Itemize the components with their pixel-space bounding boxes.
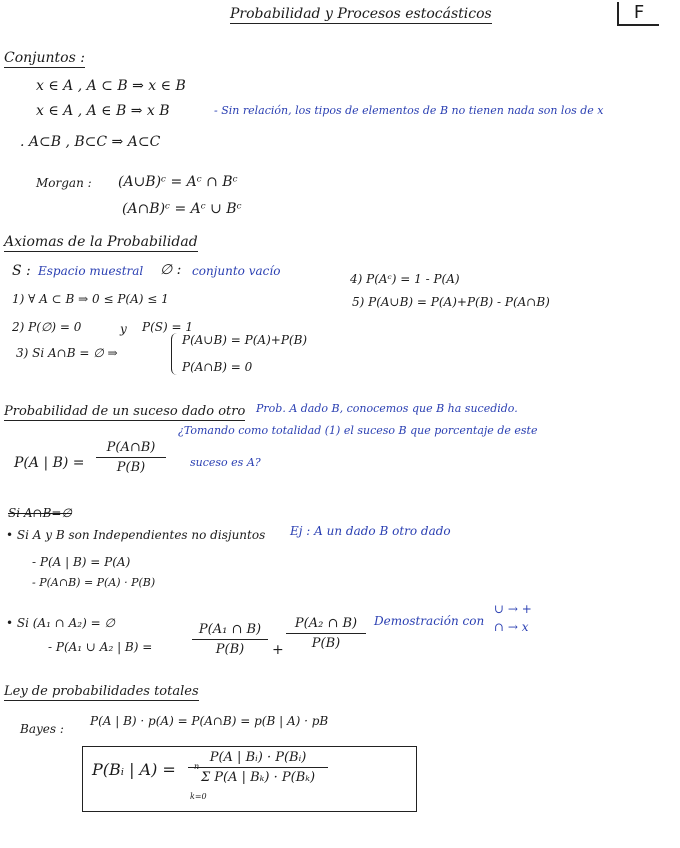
empty-set-definition: conjunto vacío xyxy=(192,264,281,278)
bayes-relation: P(A | B) · p(A) = P(A∩B) = p(B | A) · pB xyxy=(90,714,329,728)
axiom-2: 2) P(∅) = 0 xyxy=(12,320,82,334)
independientes-rule-2: - P(A∩B) = P(A) · P(B) xyxy=(32,576,156,589)
bayes-formula-numerator: P(A | Bᵢ) · P(Bᵢ) xyxy=(209,750,307,765)
axiom-3-case-2: P(A∩B) = 0 xyxy=(182,360,253,374)
dado-example: Ej : A un dado B otro dado xyxy=(290,524,451,538)
axiom-4: 4) P(Aᶜ) = 1 - P(A) xyxy=(350,272,460,286)
disjuntos-lhs: - P(A₁ ∪ A₂ | B) = xyxy=(48,640,153,654)
demostracion-label: Demostración con xyxy=(374,614,485,628)
conjuntos-line-2: x ∈ A , A ∈ B ⇒ x B xyxy=(36,103,170,119)
axiom-5: 5) P(A∪B) = P(A)+P(B) - P(A∩B) xyxy=(352,295,550,309)
conjuntos-line-1: x ∈ A , A ⊂ B ⇒ x ∈ B xyxy=(36,78,186,94)
demostracion-union-map: ∪ → + xyxy=(494,602,532,616)
axiom-2-connector: y xyxy=(120,322,127,336)
conjuntos-line-3: . A⊂B , B⊂C ⇒ A⊂C xyxy=(20,134,161,150)
page-letter-box: F xyxy=(617,2,659,26)
axiom-2b: P(S) = 1 xyxy=(142,320,193,334)
condicional-fraction xyxy=(96,440,166,475)
disjuntos-numerator-2: P(A₂ ∩ B) xyxy=(294,616,358,631)
sum-lower-limit: k=0 xyxy=(190,792,207,801)
disjuntos-plus: + xyxy=(272,642,284,658)
s-label: S : xyxy=(12,263,31,279)
condicional-question-2: suceso es A? xyxy=(190,456,261,469)
page-title: Probabilidad y Procesos estocásticos xyxy=(230,6,492,22)
condicional-denominator: P(B) xyxy=(116,460,146,475)
condicional-heading: Probabilidad de un suceso dado otro xyxy=(4,404,246,419)
axiom-3-case-1: P(A∪B) = P(A)+P(B) xyxy=(182,333,308,347)
axiom-3: 3) Si A∩B = ∅ ⇒ xyxy=(16,346,118,360)
independientes-line: • Si A y B son Independientes no disjuntos xyxy=(6,528,266,542)
bayes-label: Bayes : xyxy=(20,722,64,736)
disjuntos-numerator-1: P(A₁ ∩ B) xyxy=(198,622,262,637)
disjuntos-fraction-1 xyxy=(192,622,268,657)
disjuntos-denominator-1: P(B) xyxy=(215,642,245,657)
bayes-formula-denominator: Σ P(A | Bₖ) · P(Bₖ) xyxy=(200,770,316,785)
empty-set-label: ∅ : xyxy=(160,262,182,278)
sum-upper-limit: n xyxy=(194,762,200,771)
s-definition: Espacio muestral xyxy=(38,264,144,278)
total-probability-heading: Ley de probabilidades totales xyxy=(4,684,199,699)
morgan-law-2: (A∩B)ᶜ = Aᶜ ∪ Bᶜ xyxy=(122,201,242,217)
bayes-formula-lhs: P(Bᵢ | A) = xyxy=(92,760,176,779)
axiom-1: 1) ∀ A ⊂ B ⇒ 0 ≤ P(A) ≤ 1 xyxy=(12,292,169,306)
condicional-lhs: P(A | B) = xyxy=(14,455,85,471)
disjuntos-denominator-2: P(B) xyxy=(311,636,341,651)
independientes-rule-1: - P(A | B) = P(A) xyxy=(32,555,131,569)
bayes-formula-fraction xyxy=(188,750,328,785)
condicional-note: Prob. A dado B, conocemos que B ha sucedido. xyxy=(256,402,518,415)
demostracion-intersection-map: ∩ → x xyxy=(494,620,529,634)
disjuntos-fraction-2 xyxy=(286,616,366,651)
morgan-law-1: (A∪B)ᶜ = Aᶜ ∩ Bᶜ xyxy=(118,174,238,190)
disjuntos-line: • Si (A₁ ∩ A₂) = ∅ xyxy=(6,616,115,630)
crossed-out-text: Si A∩B=∅ xyxy=(8,506,72,520)
axiom-3-brace xyxy=(171,333,180,375)
conjuntos-line-2-note: - Sin relación, los tipos de elementos de B no tienen nada son los de x xyxy=(214,104,604,117)
conjuntos-heading: Conjuntos : xyxy=(4,50,85,66)
morgan-label: Morgan : xyxy=(36,176,92,190)
condicional-numerator: P(A∩B) xyxy=(106,440,156,455)
axiomas-heading: Axiomas de la Probabilidad xyxy=(4,234,198,250)
condicional-question-1: ¿Tomando como totalidad (1) el suceso B que porcentaje de este xyxy=(178,424,538,437)
